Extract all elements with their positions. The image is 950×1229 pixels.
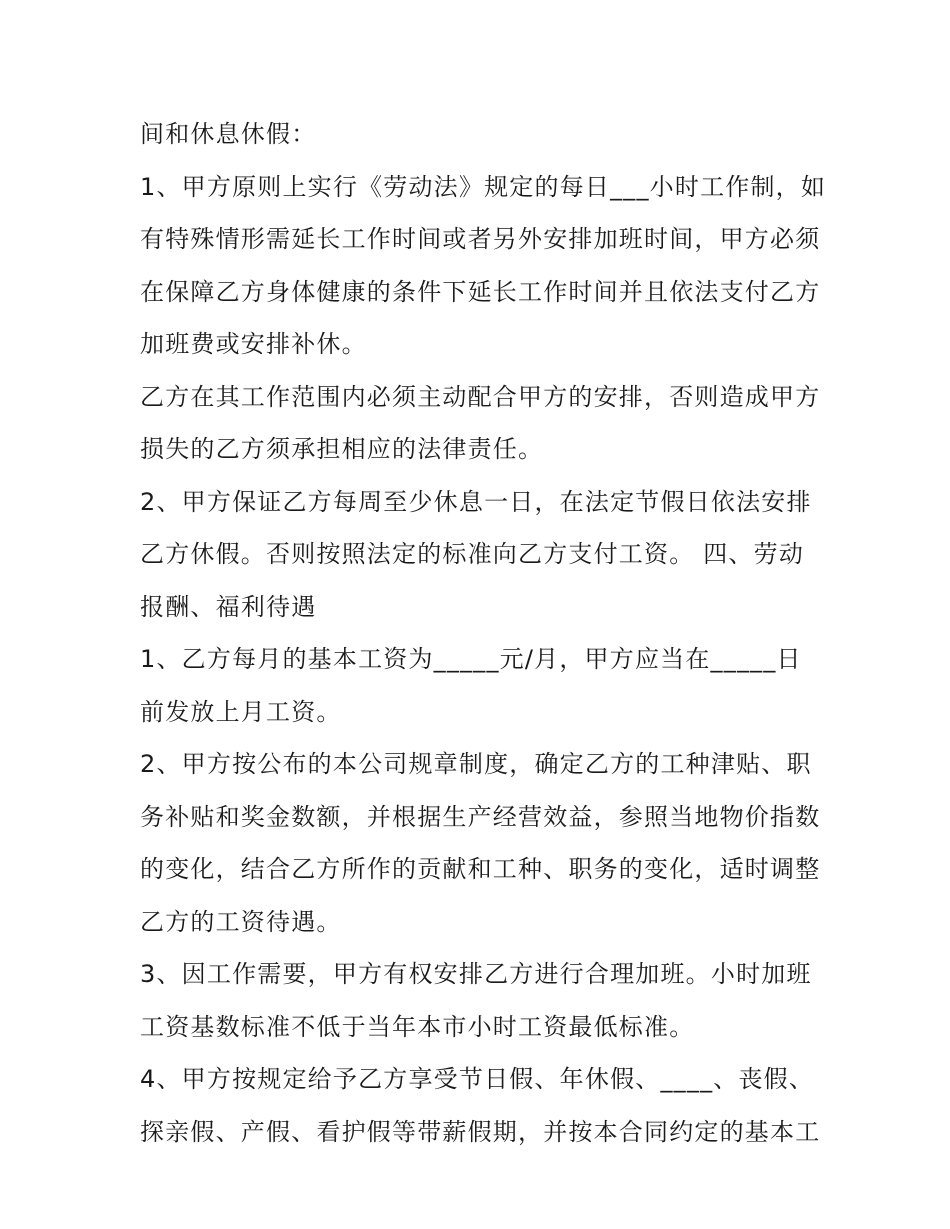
text-line: 报酬、福利待遇 [140,592,317,621]
text-line: 1、乙方每月的基本工资为_____元/月，甲方应当在_____日 [140,645,802,673]
text-line: 务补贴和奖金数额，并根据生产经营效益，参照当地物价指数 [140,802,821,831]
text-line: 2、甲方保证乙方每周至少休息一日，在法定节假日依法安排 [140,487,812,516]
text-line: 乙方在其工作范围内必须主动配合甲方的安排，否则造成甲方 [140,382,821,411]
text-line: 前发放上月工资。 [140,697,342,726]
text-line: 4、甲方按规定给予乙方享受节日假、年休假、____、丧假、 [140,1065,815,1093]
document-body [140,108,827,1158]
text-line: 在保障乙方身体健康的条件下延长工作时间并且依法支付乙方 [140,277,821,306]
text-line: 探亲假、产假、看护假等带薪假期，并按本合同约定的基本工 [140,1117,821,1146]
text-line: 工资基数标准不低于当年本市小时工资最低标准。 [140,1012,695,1041]
text-line: 损失的乙方须承担相应的法律责任。 [140,435,544,463]
text-line: 乙方的工资待遇。 [140,907,342,936]
text-line: 乙方休假。否则按照法定的标准向乙方支付工资。 四、劳动 [140,540,805,568]
text-line: 1、甲方原则上实行《劳动法》规定的每日___小时工作制，如 [140,172,827,201]
text-line: 有特殊情形需延长工作时间或者另外安排加班时间，甲方必须 [140,225,821,253]
text-line: 2、甲方按公布的本公司规章制度，确定乙方的工种津贴、职 [140,750,812,778]
text-line: 间和休息休假： [140,120,317,148]
text-line: 的变化，结合乙方所作的贡献和工种、职务的变化，适时调整 [140,855,821,883]
text-line: 3、因工作需要，甲方有权安排乙方进行合理加班。小时加班 [140,960,812,988]
text-line: 加班费或安排补休。 [140,330,367,358]
